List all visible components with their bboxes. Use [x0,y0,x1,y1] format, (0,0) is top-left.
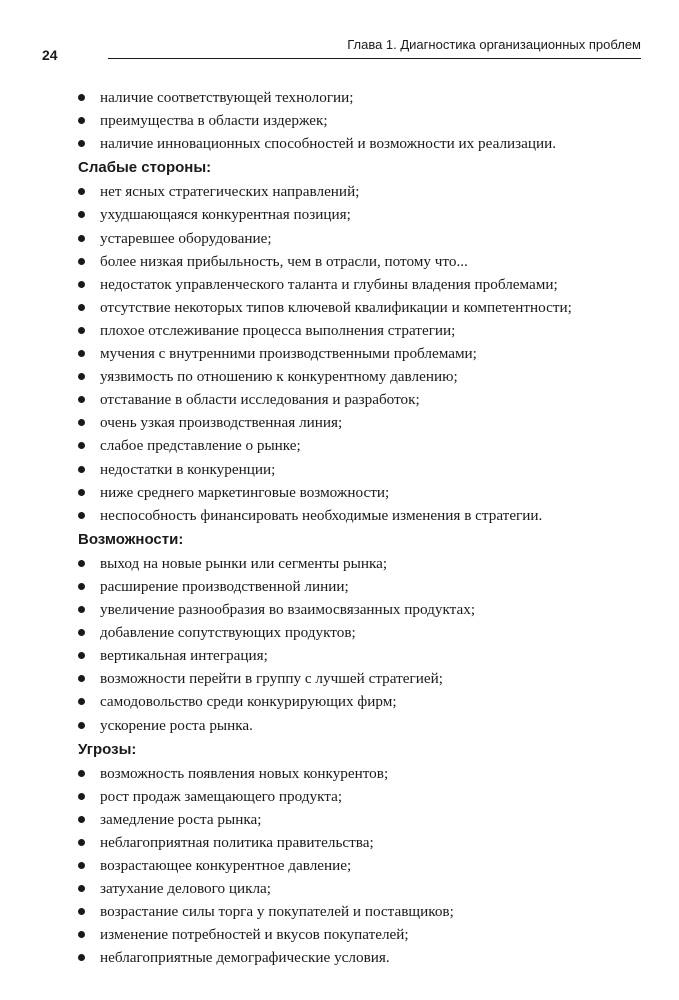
list-item [78,762,648,785]
list-item [78,923,648,946]
bullet-icon [78,327,85,334]
list-item [78,388,648,411]
list-item-text: более низкая прибыльность, чем в отрасли, потому что... [100,252,468,270]
bullet-icon [78,770,85,777]
list-item [78,854,648,877]
list-item-text: мучения с внутренними производственными проблемами; [100,345,477,363]
bullet-icon [78,793,85,800]
list-item-text: замедление роста рынка; [100,810,262,828]
page-body [78,86,648,970]
bullet-icon [78,94,85,101]
list-item [78,552,648,575]
list-item [78,273,648,296]
list-item [78,946,648,969]
list-item-text: изменение потребностей и вкусов покупателей; [100,926,409,944]
list-item [78,667,648,690]
bullet-icon [78,606,85,613]
list-item [78,900,648,923]
list-item [78,785,648,808]
list-item [78,458,648,481]
list-item [78,481,648,504]
page-number: 24 [42,47,58,63]
list-item-text: неблагоприятные демографические условия. [100,949,390,967]
list-item-text: вертикальная интеграция; [100,647,268,665]
list-item-text: затухание делового цикла; [100,880,272,898]
list-item-text: уязвимость по отношению к конкурентному давлению; [100,368,458,386]
list-item-text: нет ясных стратегических направлений; [100,183,360,201]
list-item-text: возрастание силы торга у покупателей и поставщиков; [100,903,454,921]
list-item-text: очень узкая производственная линия; [100,414,343,432]
bullet-icon [78,442,85,449]
list-item-text: неспособность финансировать необходимые изменения в стратегии. [100,506,543,524]
list-item [78,808,648,831]
threats-heading: Угрозы: [78,740,137,758]
running-head: Глава 1. Диагностика организационных проблем [347,37,641,52]
list-item [78,598,648,621]
bullet-icon [78,583,85,590]
list-item-text: ускорение роста рынка. [100,716,253,734]
list-item [78,132,648,155]
bullet-icon [78,931,85,938]
list-item [78,319,648,342]
weaknesses-heading: Слабые стороны: [78,159,212,177]
list-item-text: недостаток управленческого таланта и глубины владения проблемами; [100,275,558,293]
bullet-icon [78,489,85,496]
bullet-icon [78,258,85,265]
list-item [78,831,648,854]
list-item-text: ухудшающаяся конкурентная позиция; [100,206,351,224]
bullet-icon [78,304,85,311]
list-item [78,342,648,365]
bullet-icon [78,117,85,124]
bullet-icon [78,722,85,729]
threats-list [78,762,648,970]
list-item-text: ниже среднего маркетинговые возможности; [100,483,390,501]
header-rule [108,58,641,59]
bullet-icon [78,373,85,380]
bullet-icon [78,211,85,218]
list-item-text: наличие инновационных способностей и возможности их реализации. [100,135,557,153]
bullet-icon [78,560,85,567]
bullet-icon [78,281,85,288]
bullet-icon [78,419,85,426]
list-item [78,296,648,319]
bullet-icon [78,629,85,636]
bullet-icon [78,839,85,846]
list-item-text: возможности перейти в группу с лучшей стратегией; [100,670,443,688]
opportunities-heading: Возможности: [78,530,184,548]
list-item-text: увеличение разнообразия во взаимосвязанных продуктах; [100,601,476,619]
bullet-icon [78,140,85,147]
list-item-text: наличие соответствующей технологии; [100,89,354,106]
list-item [78,203,648,226]
list-item-text: преимущества в области издержек; [100,112,328,130]
list-item [78,575,648,598]
bullet-icon [78,188,85,195]
list-item-text: устаревшее оборудование; [100,229,272,247]
list-item [78,227,648,250]
bullet-icon [78,350,85,357]
list-item-text: недостатки в конкуренции; [100,460,276,478]
bullet-icon [78,235,85,242]
bullet-icon [78,466,85,473]
list-item-text: расширение производственной линии; [100,577,349,595]
list-item-text: слабое представление о рынке; [100,437,301,455]
list-item-text: отсутствие некоторых типов ключевой квалификации и компетентности; [100,298,572,316]
bullet-icon [78,862,85,869]
bullet-icon [78,396,85,403]
intro-list [78,86,648,155]
list-item-text: добавление сопутствующих продуктов; [100,624,356,642]
list-item [78,877,648,900]
bullet-icon [78,885,85,892]
list-item-text: плохое отслеживание процесса выполнения стратегии; [100,321,456,339]
list-item [78,86,648,109]
list-item [78,180,648,203]
list-item-text: неблагоприятная политика правительства; [100,834,374,851]
bullet-icon [78,816,85,823]
list-item [78,365,648,388]
list-item [78,714,648,737]
bullet-icon [78,954,85,961]
bullet-icon [78,698,85,705]
list-item [78,504,648,527]
list-item-text: рост продаж замещающего продукта; [100,787,343,805]
list-item-text: выход на новые рынки или сегменты рынка; [100,554,388,572]
list-item [78,644,648,667]
list-item [78,621,648,644]
bullet-icon [78,512,85,519]
list-item [78,250,648,273]
list-item [78,109,648,132]
list-item [78,411,648,434]
list-item [78,690,648,713]
list-item-text: возможность появления новых конкурентов; [100,764,389,782]
list-item [78,434,648,457]
list-item-text: самодовольство среди конкурирующих фирм; [100,693,397,711]
bullet-icon [78,908,85,915]
list-item-text: возрастающее конкурентное давление; [100,857,352,875]
weaknesses-list [78,180,648,526]
bullet-icon [78,675,85,682]
opportunities-list [78,552,648,737]
list-item-text: отставание в области исследования и разработок; [100,391,420,409]
bullet-icon [78,652,85,659]
